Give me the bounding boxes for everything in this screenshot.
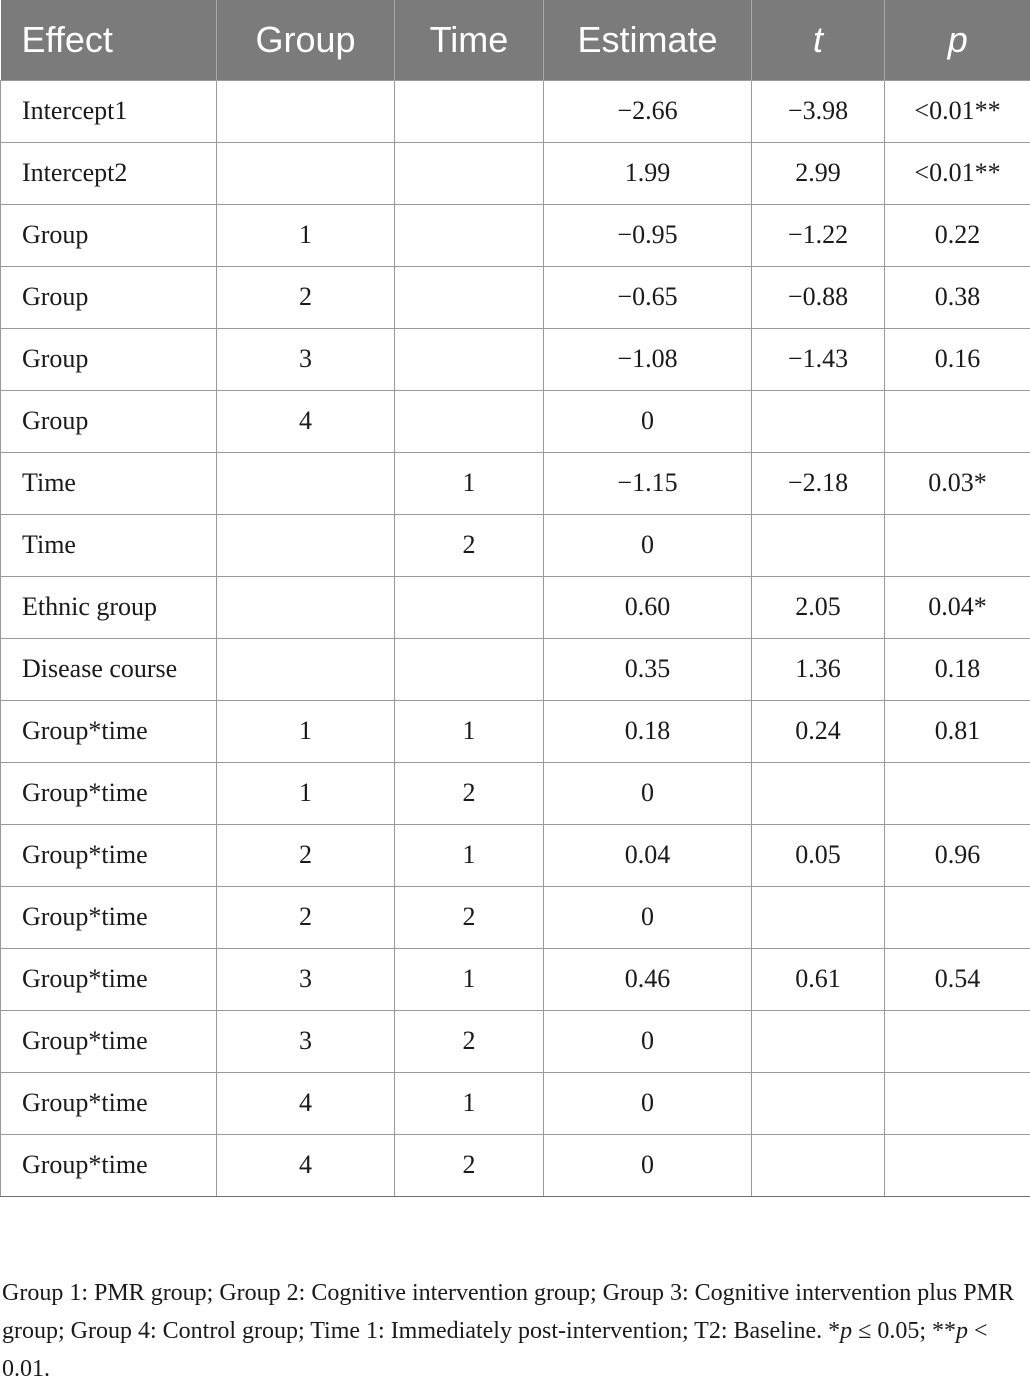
cell-t: −0.88	[752, 266, 885, 328]
cell-t	[752, 390, 885, 452]
cell-effect: Intercept1	[1, 80, 217, 142]
cell-effect: Group*time	[1, 886, 217, 948]
header-row	[1, 0, 1030, 80]
cell-group	[217, 80, 395, 142]
cell-effect: Group*time	[1, 1134, 217, 1196]
cell-group: 1	[217, 700, 395, 762]
cell-estimate: −2.66	[544, 80, 752, 142]
cell-effect: Group*time	[1, 824, 217, 886]
cell-estimate: 0.60	[544, 576, 752, 638]
cell-group: 1	[217, 762, 395, 824]
cell-effect: Group	[1, 390, 217, 452]
cell-p	[885, 762, 1030, 824]
table-row	[1, 762, 1030, 824]
cell-group	[217, 514, 395, 576]
cell-t: −2.18	[752, 452, 885, 514]
table-row	[1, 1134, 1030, 1196]
cell-estimate: −1.08	[544, 328, 752, 390]
cell-effect: Group*time	[1, 948, 217, 1010]
cell-time: 2	[395, 1010, 544, 1072]
cell-p: 0.96	[885, 824, 1030, 886]
cell-time	[395, 266, 544, 328]
cell-group: 4	[217, 1072, 395, 1134]
table-row	[1, 576, 1030, 638]
cell-t: 1.36	[752, 638, 885, 700]
cell-group	[217, 452, 395, 514]
cell-time: 2	[395, 1134, 544, 1196]
cell-p: 0.04*	[885, 576, 1030, 638]
header-time: Time	[395, 0, 544, 80]
cell-time: 1	[395, 948, 544, 1010]
table-header	[1, 0, 1030, 80]
table-row	[1, 266, 1030, 328]
cell-t: −1.22	[752, 204, 885, 266]
cell-effect: Disease course	[1, 638, 217, 700]
cell-group	[217, 576, 395, 638]
cell-t: −1.43	[752, 328, 885, 390]
cell-estimate: 0	[544, 1134, 752, 1196]
cell-time: 1	[395, 452, 544, 514]
table-row	[1, 80, 1030, 142]
cell-effect: Intercept2	[1, 142, 217, 204]
cell-estimate: 0	[544, 1010, 752, 1072]
cell-group: 2	[217, 824, 395, 886]
cell-time	[395, 142, 544, 204]
cell-p: 0.03*	[885, 452, 1030, 514]
cell-effect: Group	[1, 328, 217, 390]
cell-estimate: −0.95	[544, 204, 752, 266]
cell-group: 4	[217, 1134, 395, 1196]
cell-time: 1	[395, 700, 544, 762]
table-row	[1, 390, 1030, 452]
cell-t	[752, 514, 885, 576]
header-t: t	[752, 0, 885, 80]
cell-estimate: 0	[544, 1072, 752, 1134]
cell-estimate: 0.46	[544, 948, 752, 1010]
header-effect: Effect	[1, 0, 217, 80]
cell-time	[395, 204, 544, 266]
cell-p	[885, 1010, 1030, 1072]
cell-group	[217, 142, 395, 204]
footnote-p-symbol-2: p	[956, 1318, 968, 1344]
cell-time	[395, 638, 544, 700]
cell-effect: Group*time	[1, 700, 217, 762]
cell-t: 0.24	[752, 700, 885, 762]
table-row	[1, 824, 1030, 886]
cell-time	[395, 390, 544, 452]
cell-effect: Group*time	[1, 1072, 217, 1134]
cell-group: 2	[217, 266, 395, 328]
cell-estimate: 0	[544, 762, 752, 824]
table-row	[1, 142, 1030, 204]
cell-t: −3.98	[752, 80, 885, 142]
cell-group: 3	[217, 948, 395, 1010]
table-footnote	[2, 1274, 1026, 1388]
cell-p	[885, 886, 1030, 948]
cell-estimate: 0.04	[544, 824, 752, 886]
table-row	[1, 700, 1030, 762]
cell-p: <0.01**	[885, 142, 1030, 204]
table-row	[1, 886, 1030, 948]
table-body	[1, 80, 1030, 1196]
table-row	[1, 948, 1030, 1010]
cell-time: 2	[395, 514, 544, 576]
cell-t	[752, 1134, 885, 1196]
cell-t	[752, 1010, 885, 1072]
table-row	[1, 328, 1030, 390]
cell-t: 2.99	[752, 142, 885, 204]
cell-effect: Ethnic group	[1, 576, 217, 638]
cell-time	[395, 328, 544, 390]
cell-estimate: −0.65	[544, 266, 752, 328]
cell-effect: Time	[1, 514, 217, 576]
cell-p: 0.38	[885, 266, 1030, 328]
cell-p: 0.22	[885, 204, 1030, 266]
cell-group	[217, 638, 395, 700]
cell-time	[395, 80, 544, 142]
table-row	[1, 452, 1030, 514]
footnote-text: Group 1: PMR group; Group 2: Cognitive intervention group; Group 3: Cognitive intervention plus PMR group; Group 4: Control group; Time 1: Immediately post-intervention; T2: Baseline. *	[2, 1280, 1014, 1344]
cell-t: 0.05	[752, 824, 885, 886]
cell-time: 1	[395, 1072, 544, 1134]
cell-p	[885, 390, 1030, 452]
table-row	[1, 514, 1030, 576]
cell-estimate: 1.99	[544, 142, 752, 204]
cell-t	[752, 1072, 885, 1134]
cell-estimate: −1.15	[544, 452, 752, 514]
cell-p: 0.16	[885, 328, 1030, 390]
cell-estimate: 0.35	[544, 638, 752, 700]
header-group: Group	[217, 0, 395, 80]
cell-t	[752, 762, 885, 824]
cell-group: 3	[217, 1010, 395, 1072]
cell-estimate: 0	[544, 390, 752, 452]
cell-p	[885, 1072, 1030, 1134]
table-row	[1, 204, 1030, 266]
cell-t: 0.61	[752, 948, 885, 1010]
cell-p: 0.54	[885, 948, 1030, 1010]
footnote-threshold-2: < 0.01.	[2, 1318, 988, 1382]
cell-effect: Group*time	[1, 762, 217, 824]
cell-group: 4	[217, 390, 395, 452]
footnote-threshold-1: ≤ 0.05; **	[852, 1318, 956, 1344]
cell-p: 0.81	[885, 700, 1030, 762]
header-estimate: Estimate	[544, 0, 752, 80]
cell-time: 1	[395, 824, 544, 886]
cell-group: 3	[217, 328, 395, 390]
header-p: p	[885, 0, 1030, 80]
cell-group: 2	[217, 886, 395, 948]
cell-t	[752, 886, 885, 948]
cell-time	[395, 576, 544, 638]
cell-p	[885, 514, 1030, 576]
footnote-p-symbol-1: p	[840, 1318, 852, 1344]
table-row	[1, 638, 1030, 700]
cell-effect: Group*time	[1, 1010, 217, 1072]
cell-effect: Group	[1, 204, 217, 266]
cell-p: <0.01**	[885, 80, 1030, 142]
cell-time: 2	[395, 886, 544, 948]
table-row	[1, 1010, 1030, 1072]
cell-t: 2.05	[752, 576, 885, 638]
cell-group: 1	[217, 204, 395, 266]
table-row	[1, 1072, 1030, 1134]
cell-estimate: 0.18	[544, 700, 752, 762]
cell-time: 2	[395, 762, 544, 824]
cell-estimate: 0	[544, 886, 752, 948]
cell-effect: Time	[1, 452, 217, 514]
cell-effect: Group	[1, 266, 217, 328]
cell-p: 0.18	[885, 638, 1030, 700]
cell-estimate: 0	[544, 514, 752, 576]
cell-p	[885, 1134, 1030, 1196]
